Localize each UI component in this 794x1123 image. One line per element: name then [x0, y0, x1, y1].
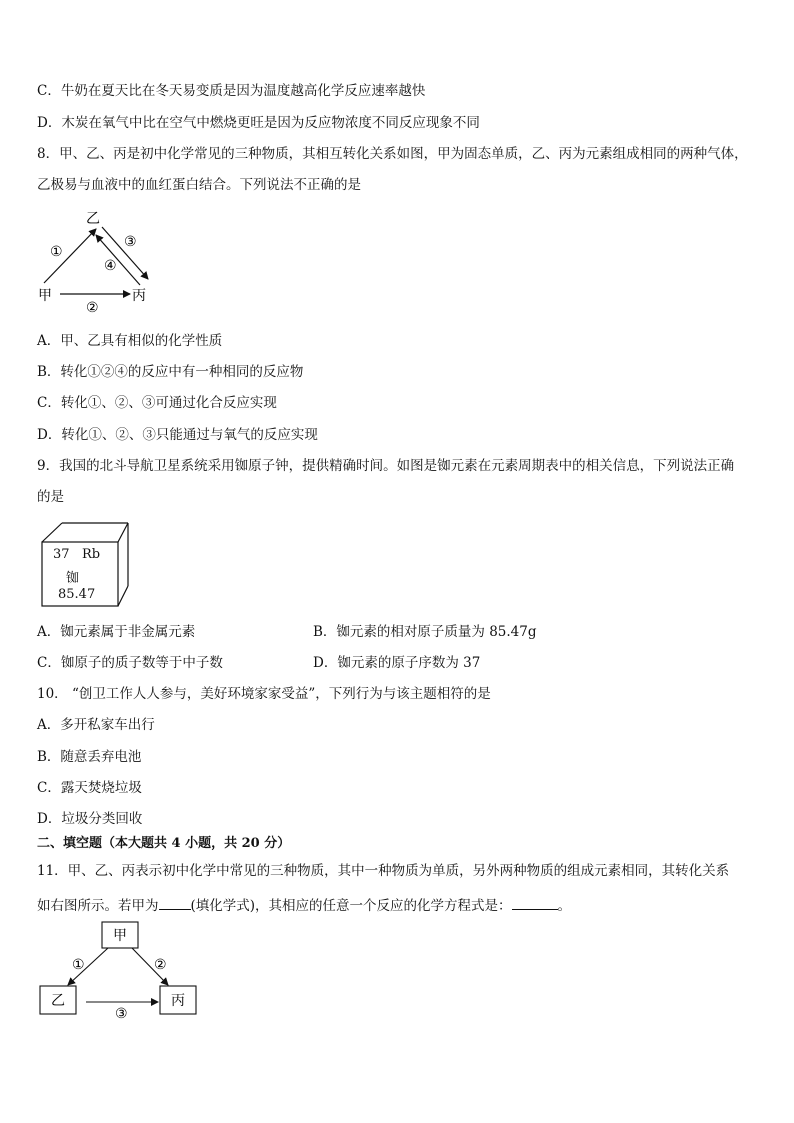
element-symbol: Rb	[82, 547, 101, 562]
q11-text-c: 。	[557, 898, 572, 914]
q9-option-d: D．铷元素的原子序数为 37	[313, 655, 481, 671]
q9-option-a: A．铷元素属于非金属元素	[37, 624, 196, 640]
q11-stem-line1: 11．甲、乙、丙表示初中化学中常见的三种物质，其中一种物质为单质，另外两种物质的组成元素相同，其转化关系	[37, 863, 730, 879]
q11-text-b: (填化学式)，其相应的任意一个反应的化学方程式是：	[190, 898, 512, 914]
q10-stem: 10． “创卫工作人人参与，美好环境家家受益”，下列行为与该主题相符的是	[37, 686, 491, 702]
q11-blank-formula[interactable]	[159, 896, 191, 910]
q11-node-bing: 丙	[171, 993, 185, 1009]
q9-option-b: B．铷元素的相对原子质量为 85.47g	[313, 624, 537, 640]
q11-label-3: ③	[115, 1006, 128, 1020]
q11-node-yi: 乙	[51, 993, 65, 1009]
q11-conversion-diagram	[38, 920, 200, 1020]
q8-label-2: ②	[86, 300, 99, 316]
q11-text-a: 如右图所示。若甲为	[37, 898, 159, 914]
q11-label-1: ①	[72, 957, 85, 973]
q9-option-c: C．铷原子的质子数等于中子数	[37, 655, 223, 671]
q8-node-jia: 甲	[38, 288, 52, 304]
element-name: 铷	[66, 571, 80, 586]
q10-option-b: B．随意丢弃电池	[37, 749, 142, 765]
q9-stem-line1: 9．我国的北斗导航卫星系统采用铷原子钟，提供精确时间。如图是铷元素在元素周期表中的相关信息，下列说法正确	[37, 458, 735, 474]
q8-label-1: ①	[50, 244, 63, 260]
rubidium-element-cell	[42, 543, 118, 605]
q7-option-c: C．牛奶在夏天比在冬天易变质是因为温度越高化学反应速率越快	[37, 83, 426, 99]
q7-option-d: D．木炭在氧气中比在空气中燃烧更旺是因为反应物浓度不同反应现象不同	[37, 115, 480, 131]
q9-stem-line2: 的是	[37, 489, 64, 505]
q11-label-2: ②	[154, 957, 167, 973]
q11-node-jia: 甲	[113, 928, 127, 944]
q8-conversion-diagram	[36, 205, 166, 317]
q8-label-3: ③	[124, 234, 137, 250]
q8-node-bing: 丙	[132, 288, 146, 304]
atomic-number: 37	[53, 547, 70, 562]
section-heading: 二、填空题（本大题共 4 小题，共 20 分）	[37, 836, 291, 851]
q10-option-a: A．多开私家车出行	[37, 717, 155, 733]
q10-option-c: C．露天焚烧垃圾	[37, 780, 142, 796]
q8-stem-line1: 8．甲、乙、丙是初中化学常见的三种物质，其相互转化关系如图，甲为固态单质，乙、丙为元素组成相同的两种气体，	[37, 146, 748, 162]
q10-option-d: D．垃圾分类回收	[37, 811, 143, 827]
q8-option-d: D．转化①、②、③只能通过与氧气的反应实现	[37, 427, 318, 443]
q8-stem-line2: 乙极易与血液中的血红蛋白结合。下列说法不正确的是	[37, 177, 361, 193]
atomic-mass: 85.47	[58, 587, 96, 602]
q8-option-b: B．转化①②④的反应中有一种相同的反应物	[37, 364, 304, 380]
q8-label-4: ④	[104, 258, 117, 274]
q8-node-yi: 乙	[86, 211, 100, 227]
q8-option-c: C．转化①、②、③可通过化合反应实现	[37, 395, 277, 411]
q8-option-a: A．甲、乙具有相似的化学性质	[37, 333, 223, 349]
q11-blank-equation[interactable]	[512, 896, 558, 910]
q11-stem-line2	[37, 896, 571, 915]
